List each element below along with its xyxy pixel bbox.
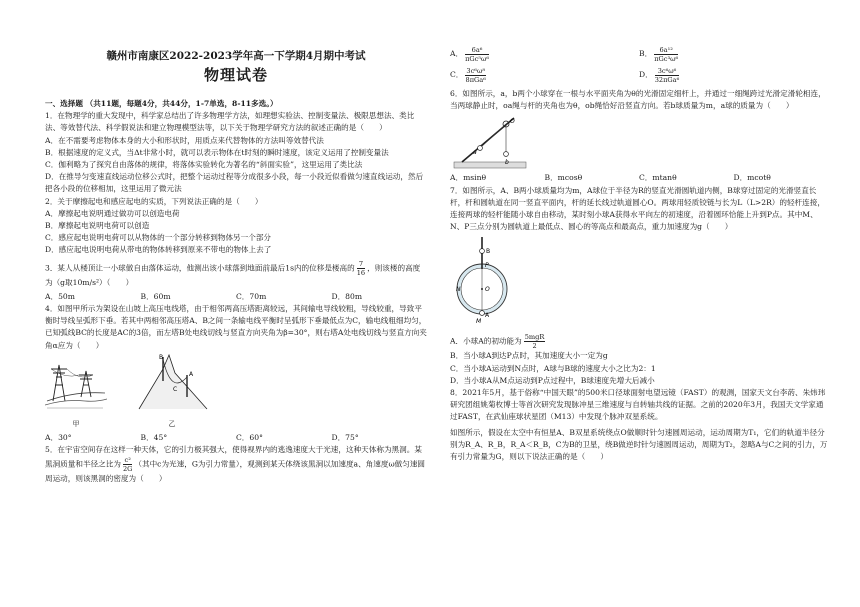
q5-option-a-den: πGc⁵ω⁶ [465, 55, 490, 63]
q5-option-b-den: πGc³ω⁶ [654, 55, 679, 63]
svg-text:O: O [510, 118, 515, 126]
svg-text:M: M [476, 318, 482, 326]
q4-options [45, 432, 427, 444]
svg-text:a: a [473, 149, 477, 157]
q2-option-c: C．感应起电说明电荷可以从物体的一个部分转移到物体另一个部分 [45, 233, 272, 243]
q5-option-c-num: 3c⁶ω⁸ [466, 67, 485, 75]
q5-option-b-num: 6a¹² [654, 46, 678, 55]
question-4 [45, 303, 427, 444]
q5-fraction [123, 456, 132, 473]
q4-figure-jia [45, 355, 107, 429]
q5-option-a [450, 46, 639, 63]
q5-fraction-num: c² [124, 456, 131, 465]
question-5 [45, 444, 427, 485]
question-2 [45, 196, 427, 257]
q5-option-a-label: A． [450, 49, 464, 59]
question-8 [450, 387, 828, 463]
q5-stem [45, 444, 427, 485]
q6-option-c: C．mtanθ [639, 173, 677, 183]
q5-stem-part2: （其中c为光速，G为引力常量），观测到某天体绕该黑洞以加速度a、角速度ω做匀速圆周运动，则该黑洞的密度为（ ） [45, 459, 426, 484]
q5-stem-part1: 5．在宇宙空间存在这样一种天体，它的引力极其强大，使得视界内的逃逸速度大于光速，这种天体称为黑洞。某黑洞质量和半径之比为 [45, 445, 422, 469]
q3-option-a: A．50m [45, 291, 75, 301]
q4-figure-yi-caption: 乙 [168, 419, 176, 428]
q5-option-b [639, 46, 828, 63]
q3-fraction-num: 7 [357, 260, 365, 269]
q3-stem-part1: 3．某人从楼顶让一小球做自由落体运动，他测出该小球落到地面前最后1s内的位移是楼高的 [45, 263, 355, 273]
q5-option-b-fraction [654, 46, 678, 63]
q3-fraction [357, 260, 365, 277]
q5-options [450, 46, 828, 84]
power-tower-illustration [45, 355, 107, 413]
q2-option-b: B．摩擦起电说明电荷可以创造 [45, 221, 150, 231]
q7-option-d: D．当小球A从M点运动到P点过程中，B球速度先增大后减小 [450, 375, 655, 385]
q5-option-b-label: B． [639, 49, 653, 59]
svg-text:O: O [485, 286, 490, 294]
q2-option-d: D．感应起电说明电荷从带电的物体转移到原来不带电的物体上去了 [45, 245, 272, 255]
q5-option-a-num: 6a⁶ [465, 46, 489, 55]
q7-option-a-num: 5mgR [524, 333, 545, 342]
q7-option-a [450, 333, 828, 350]
q8-stem: 8．2021年5月，基于俗称“中国天眼”的500米口径球面射电望远镜（FAST）的观测，国家天文台李菂、朱炜玮研究团组姚菊枚博士等首次研究发现脉冲星三维速度与自转轴共线的证据。之前的2020年3月，我国天文学家通过FAST，在武仙座球状星团（M13）中发现个脉冲双星系统。 [450, 388, 826, 422]
q1-option-b: B．根据速度的定义式，当Δt非常小时，就可以表示物体在t时刻的瞬时速度，该定义运用了控制变量法 [45, 147, 389, 157]
svg-text:P: P [485, 262, 489, 270]
q2-option-a: A．摩擦起电说明通过做功可以创造电荷 [45, 208, 180, 218]
question-1 [45, 110, 427, 195]
q7-option-a-fraction [524, 333, 546, 350]
q3-stem-part2: ，则该楼的高度为（g取10m/s²）（ ） [45, 263, 421, 287]
q4-option-d: D．75° [331, 432, 359, 442]
left-column [45, 0, 427, 485]
vertical-circle-track-diagram [456, 235, 512, 331]
q1-stem: 1．在物理学的重大发现中，科学家总结出了许多物理学方法，如理想实验法、控制变量法、极限思想法、类比法、等效替代法、科学假说法和建立物理模型法等，以下关于物理学研究方法的叙述正确的是（ ） [45, 111, 415, 133]
q3-option-d: D．80m [331, 291, 363, 301]
q7-option-c: C．当小球A运动到N点时，A球与B球的速度大小之比为2：1 [450, 363, 656, 373]
q5-option-d [639, 67, 828, 84]
svg-text:B: B [159, 354, 164, 362]
svg-text:N: N [456, 286, 461, 294]
hanging-wire-diagram [135, 351, 209, 413]
right-column [450, 0, 828, 463]
q7-option-a-den: 2 [532, 342, 537, 351]
q4-figure-yi [135, 351, 209, 429]
q6-option-a: A．msinθ [450, 173, 487, 183]
q4-figure-jia-caption: 甲 [72, 419, 80, 428]
q6-stem: 6．如图所示，a，b两个小球穿在一根与水平面夹角为θ的光滑固定细杆上，并通过一细绳跨过光滑定滑轮相连，当两球静止时，oa绳与杆的夹角也为θ，ob绳恰好沿竖直方向。若b球质量为m，a球的质量为（ ） [450, 89, 826, 111]
q5-option-c-label: C． [450, 70, 464, 80]
svg-text:A: A [189, 371, 194, 379]
q7-option-b: B．当小球A到达P点时，其加速度大小一定为g [450, 351, 608, 361]
q5-fraction-den: 2G [122, 465, 133, 474]
q4-option-c: C．60° [236, 432, 263, 442]
question-3 [45, 260, 427, 303]
exam-subtitle: 物理试卷 [203, 66, 268, 84]
q3-options [45, 291, 427, 303]
q5-option-d-fraction [655, 67, 680, 84]
q4-figures [45, 356, 427, 430]
q1-option-a: A．在不需要考虑物体本身的大小和形状时，用质点来代替物体的方法叫等效替代法 [45, 135, 324, 145]
q4-option-b: B．45° [140, 432, 168, 442]
q3-option-b: B．60m [140, 291, 171, 301]
q5-option-d-label: D． [639, 70, 653, 80]
q5-option-c-den: 8πGa⁶ [465, 76, 486, 84]
q5-option-c-fraction [465, 67, 486, 84]
svg-text:C: C [173, 386, 178, 394]
q6-option-b: B．mcosθ [544, 173, 583, 183]
q7-stem: 7．如图所示，A、B两小球质量均为m，A球位于半径为R的竖直光滑圆轨道内侧，B球穿过固定的光滑竖直长杆，杆和圆轨道在同一竖直平面内，杆的延长线过轨道圆心O。两球用轻质铰链与长为L（L>2R）的轻杆连接，连接两球的轻杆能随小球自由移动，某时刻小球A获得水平向左的初速度，沿着圆环恰能上升到P点。其中M、N、P三点分别为圆轨道上最低点、圆心的等高点和最高点，重力加速度为g（ ） [450, 185, 825, 232]
q3-option-c: C．70m [236, 291, 267, 301]
question-7 [450, 185, 828, 387]
q5-option-c [450, 67, 639, 84]
q4-option-a: A．30° [45, 432, 72, 442]
q1-option-d: D．在推导匀变速直线运动位移公式时，把整个运动过程等分成很多小段，每一小段近似看做匀速直线运动，然后把各小段的位移相加，这里运用了微元法 [45, 172, 424, 194]
q6-options [450, 172, 828, 184]
q3-fraction-den: 16 [356, 268, 366, 277]
q5-option-d-num: 3c⁶ω⁶ [655, 67, 680, 76]
q8-paragraph-2: 如图所示，假设在太空中有恒星A、B双星系统绕点O做顺时针匀速圆周运动，运动周期为T₁，它们的轨道半径分别为R_A、R_B，R_A＜R_B，C为B的卫星，绕B做逆时针匀速圆周运动，周期为T₂，忽略A与C之间的引力，万有引力常量为G，则以下说法正确的是（ ） [450, 427, 828, 462]
svg-text:A: A [485, 312, 490, 320]
q4-stem: 4．如图甲所示为架设在山坡上高压电线塔，由于相邻两高压塔距离较远，其间输电导线较粗，导线较重，导致平衡时导线呈弧形下垂。若其中两相邻高压塔A、B之间一条输电线平衡时呈弧形下垂最低点为C，输电线粗细均匀，已知弧线BC的长度是AC的3倍，而左塔B处电线切线与竖直方向夹角为β=30°，则右塔A处电线切线与竖直方向夹角α应为（ ） [45, 304, 427, 350]
svg-text:b: b [505, 159, 509, 167]
q1-option-c: C．伽利略为了探究自由落体的规律，将落体实验转化为著名的“斜面实验”，这里运用了类比法 [45, 160, 363, 170]
q3-stem [45, 260, 427, 289]
section-heading: 一、选择题 （共11题，每题4分，共44分，1-7单选，8-11多选。） [45, 99, 278, 108]
q6-option-d: D．mcotθ [733, 173, 771, 183]
q5-option-a-fraction [465, 46, 489, 63]
svg-text:B: B [486, 248, 491, 256]
question-6 [450, 88, 828, 185]
exam-title: 赣州市南康区2022-2023学年高一下学期4月期中考试 [106, 50, 366, 62]
q5-option-d-den: 32πGa⁶ [654, 76, 680, 84]
q7-option-a-text: A．小球A的初动能为 [450, 336, 522, 346]
q2-stem: 2．关于摩擦起电和感应起电的实质，下列说法正确的是（ ） [45, 196, 263, 206]
inclined-rod-pulley-diagram [452, 114, 532, 172]
